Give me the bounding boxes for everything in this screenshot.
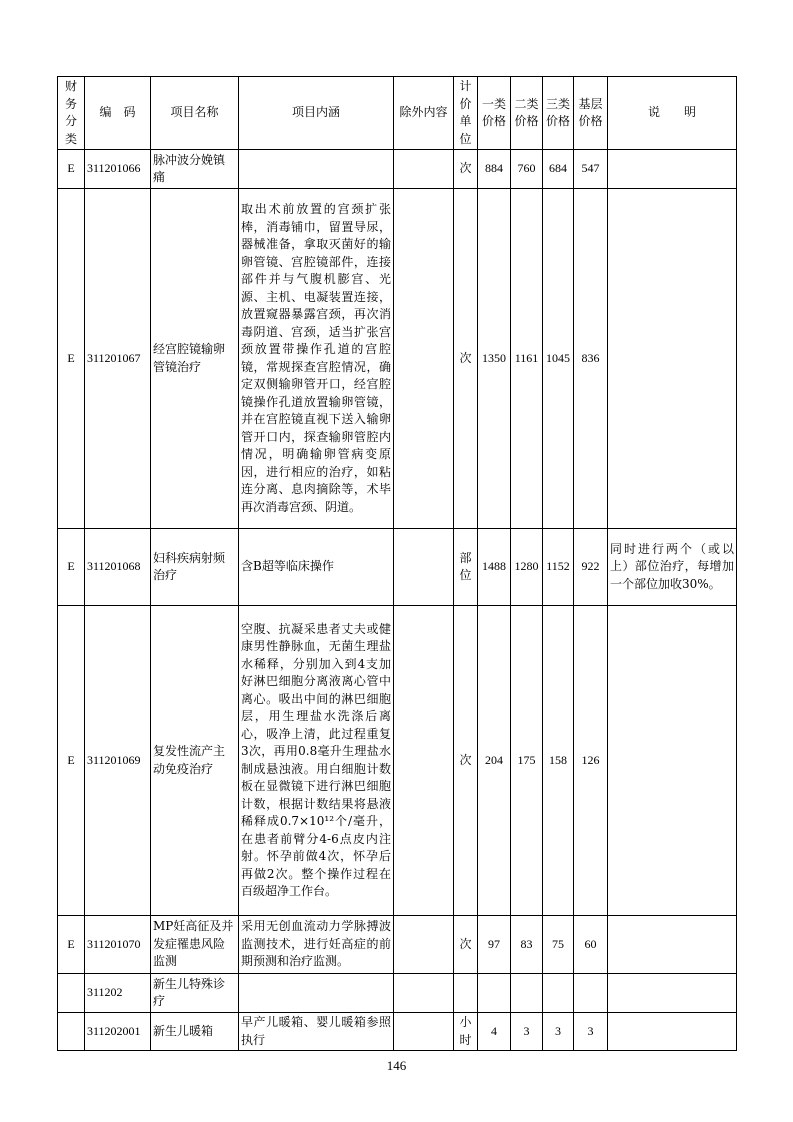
row-name: 妇科疾病射频治疗 xyxy=(151,529,239,606)
header-price2: 二类价格 xyxy=(511,77,543,150)
row-unit: 部位 xyxy=(454,529,478,606)
row-notes xyxy=(608,606,737,916)
row-notes xyxy=(608,1013,737,1051)
row-price4: 126 xyxy=(574,606,608,916)
row-unit xyxy=(454,974,478,1013)
row-code: 311201068 xyxy=(85,529,151,606)
row-unit: 次 xyxy=(454,189,478,529)
row-category: E xyxy=(58,529,85,606)
row-name: MP妊高征及并发症罹患风险监测 xyxy=(151,916,239,974)
row-name: 经宫腔镜输卵管镜治疗 xyxy=(151,189,239,529)
row-price4: 547 xyxy=(574,150,608,189)
row-category: E xyxy=(58,606,85,916)
table-row xyxy=(58,916,737,974)
row-code: 311201070 xyxy=(85,916,151,974)
header-price3: 三类价格 xyxy=(543,77,574,150)
header-name: 项目名称 xyxy=(151,77,239,150)
row-content: 采用无创血流动力学脉搏波监测技术，进行妊高症的前期预测和治疗监测。 xyxy=(239,916,394,974)
row-code: 311201069 xyxy=(85,606,151,916)
row-content: 取出术前放置的宫颈扩张棒，消毒铺巾，留置导尿，器械准备，拿取灭菌好的输卵管镜、宫腔镜部件，连接部件并与气腹机膨宫、光源、主机、电凝装置连接，放置窥器暴露宫颈，再次消毒阴道、宫颈，适当扩张宫颈放置带操作孔道的宫腔镜，常规探查宫腔情况，确定双侧输卵管开口，经宫腔镜操作孔道放置输卵管镜，并在宫腔镜直视下送入输卵管开口内，探查输卵管腔内情况，明确输卵管病变原因，进行相应的治疗，如粘连分离、息肉摘除等，术毕再次消毒宫颈、阴道。 xyxy=(239,189,394,529)
row-unit: 次 xyxy=(454,606,478,916)
row-price1: 1488 xyxy=(478,529,511,606)
table-row xyxy=(58,1013,737,1051)
row-category: E xyxy=(58,189,85,529)
header-content: 项目内涵 xyxy=(239,77,394,150)
table-row-section xyxy=(58,974,737,1013)
row-price1: 97 xyxy=(478,916,511,974)
row-price3 xyxy=(543,974,574,1013)
row-price2: 3 xyxy=(511,1013,543,1051)
row-price1 xyxy=(478,974,511,1013)
row-code: 311202 xyxy=(85,974,151,1013)
row-price3: 3 xyxy=(543,1013,574,1051)
header-unit: 计价单位 xyxy=(454,77,478,150)
row-content xyxy=(239,150,394,189)
row-price1: 204 xyxy=(478,606,511,916)
table-row xyxy=(58,189,737,529)
row-code: 311201066 xyxy=(85,150,151,189)
row-category: E xyxy=(58,150,85,189)
row-price4: 922 xyxy=(574,529,608,606)
row-price2: 1280 xyxy=(511,529,543,606)
header-price1: 一类价格 xyxy=(478,77,511,150)
row-notes xyxy=(608,150,737,189)
row-price3: 1045 xyxy=(543,189,574,529)
row-category xyxy=(58,1013,85,1051)
row-unit: 次 xyxy=(454,150,478,189)
row-price2: 760 xyxy=(511,150,543,189)
row-content: 早产儿暖箱、婴儿暖箱参照执行 xyxy=(239,1013,394,1051)
row-exclusions xyxy=(394,150,454,189)
row-price2: 175 xyxy=(511,606,543,916)
row-price1: 4 xyxy=(478,1013,511,1051)
row-price4: 3 xyxy=(574,1013,608,1051)
header-price4: 基层价格 xyxy=(574,77,608,150)
row-notes xyxy=(608,189,737,529)
row-code: 311201067 xyxy=(85,189,151,529)
row-price3: 1152 xyxy=(543,529,574,606)
table-row xyxy=(58,529,737,606)
table-row xyxy=(58,150,737,189)
header-exclusions: 除外内容 xyxy=(394,77,454,150)
row-exclusions xyxy=(394,529,454,606)
row-price4: 60 xyxy=(574,916,608,974)
row-name: 新生儿特殊诊疗 xyxy=(151,974,239,1013)
header-row xyxy=(58,77,737,150)
fee-table xyxy=(57,76,737,1051)
row-exclusions xyxy=(394,189,454,529)
row-notes xyxy=(608,916,737,974)
table-row xyxy=(58,606,737,916)
row-price3: 684 xyxy=(543,150,574,189)
row-name: 脉冲波分娩镇痛 xyxy=(151,150,239,189)
header-notes: 说 明 xyxy=(608,77,737,150)
row-exclusions xyxy=(394,974,454,1013)
row-price2: 1161 xyxy=(511,189,543,529)
header-code: 编 码 xyxy=(85,77,151,150)
row-content xyxy=(239,974,394,1013)
row-unit: 次 xyxy=(454,916,478,974)
row-category: E xyxy=(58,916,85,974)
row-exclusions xyxy=(394,1013,454,1051)
row-content: 含B超等临床操作 xyxy=(239,529,394,606)
row-price3: 158 xyxy=(543,606,574,916)
row-unit: 小时 xyxy=(454,1013,478,1051)
row-price2: 83 xyxy=(511,916,543,974)
row-price4: 836 xyxy=(574,189,608,529)
row-price1: 1350 xyxy=(478,189,511,529)
row-price1: 884 xyxy=(478,150,511,189)
row-name: 复发性流产主动免疫治疗 xyxy=(151,606,239,916)
row-price4 xyxy=(574,974,608,1013)
row-exclusions xyxy=(394,916,454,974)
row-notes xyxy=(608,974,737,1013)
row-category xyxy=(58,974,85,1013)
row-name: 新生儿暖箱 xyxy=(151,1013,239,1051)
row-price3: 75 xyxy=(543,916,574,974)
header-category: 财务分类 xyxy=(58,77,85,150)
row-price2 xyxy=(511,974,543,1013)
page-number: 146 xyxy=(386,1058,407,1073)
row-content: 空腹、抗凝采患者丈夫或健康男性静脉血，无菌生理盐水稀释，分别加入到4支加好淋巴细胞分离液离心管中离心。吸出中间的淋巴细胞层，用生理盐水洗涤后离心，吸净上清，此过程重复3次，再用0.8毫升生理盐水制成悬浊液。用白细胞计数板在显微镜下进行淋巴细胞计数，根据计数结果将悬液稀释成0.7×10¹²个/毫升，在患者前臂分4-6点皮内注射。怀孕前做4次，怀孕后再做2次。整个操作过程在百级超净工作台。 xyxy=(239,606,394,916)
row-exclusions xyxy=(394,606,454,916)
row-code: 311202001 xyxy=(85,1013,151,1051)
row-notes: 同时进行两个（或以上）部位治疗，每增加一个部位加收30%。 xyxy=(608,529,737,606)
